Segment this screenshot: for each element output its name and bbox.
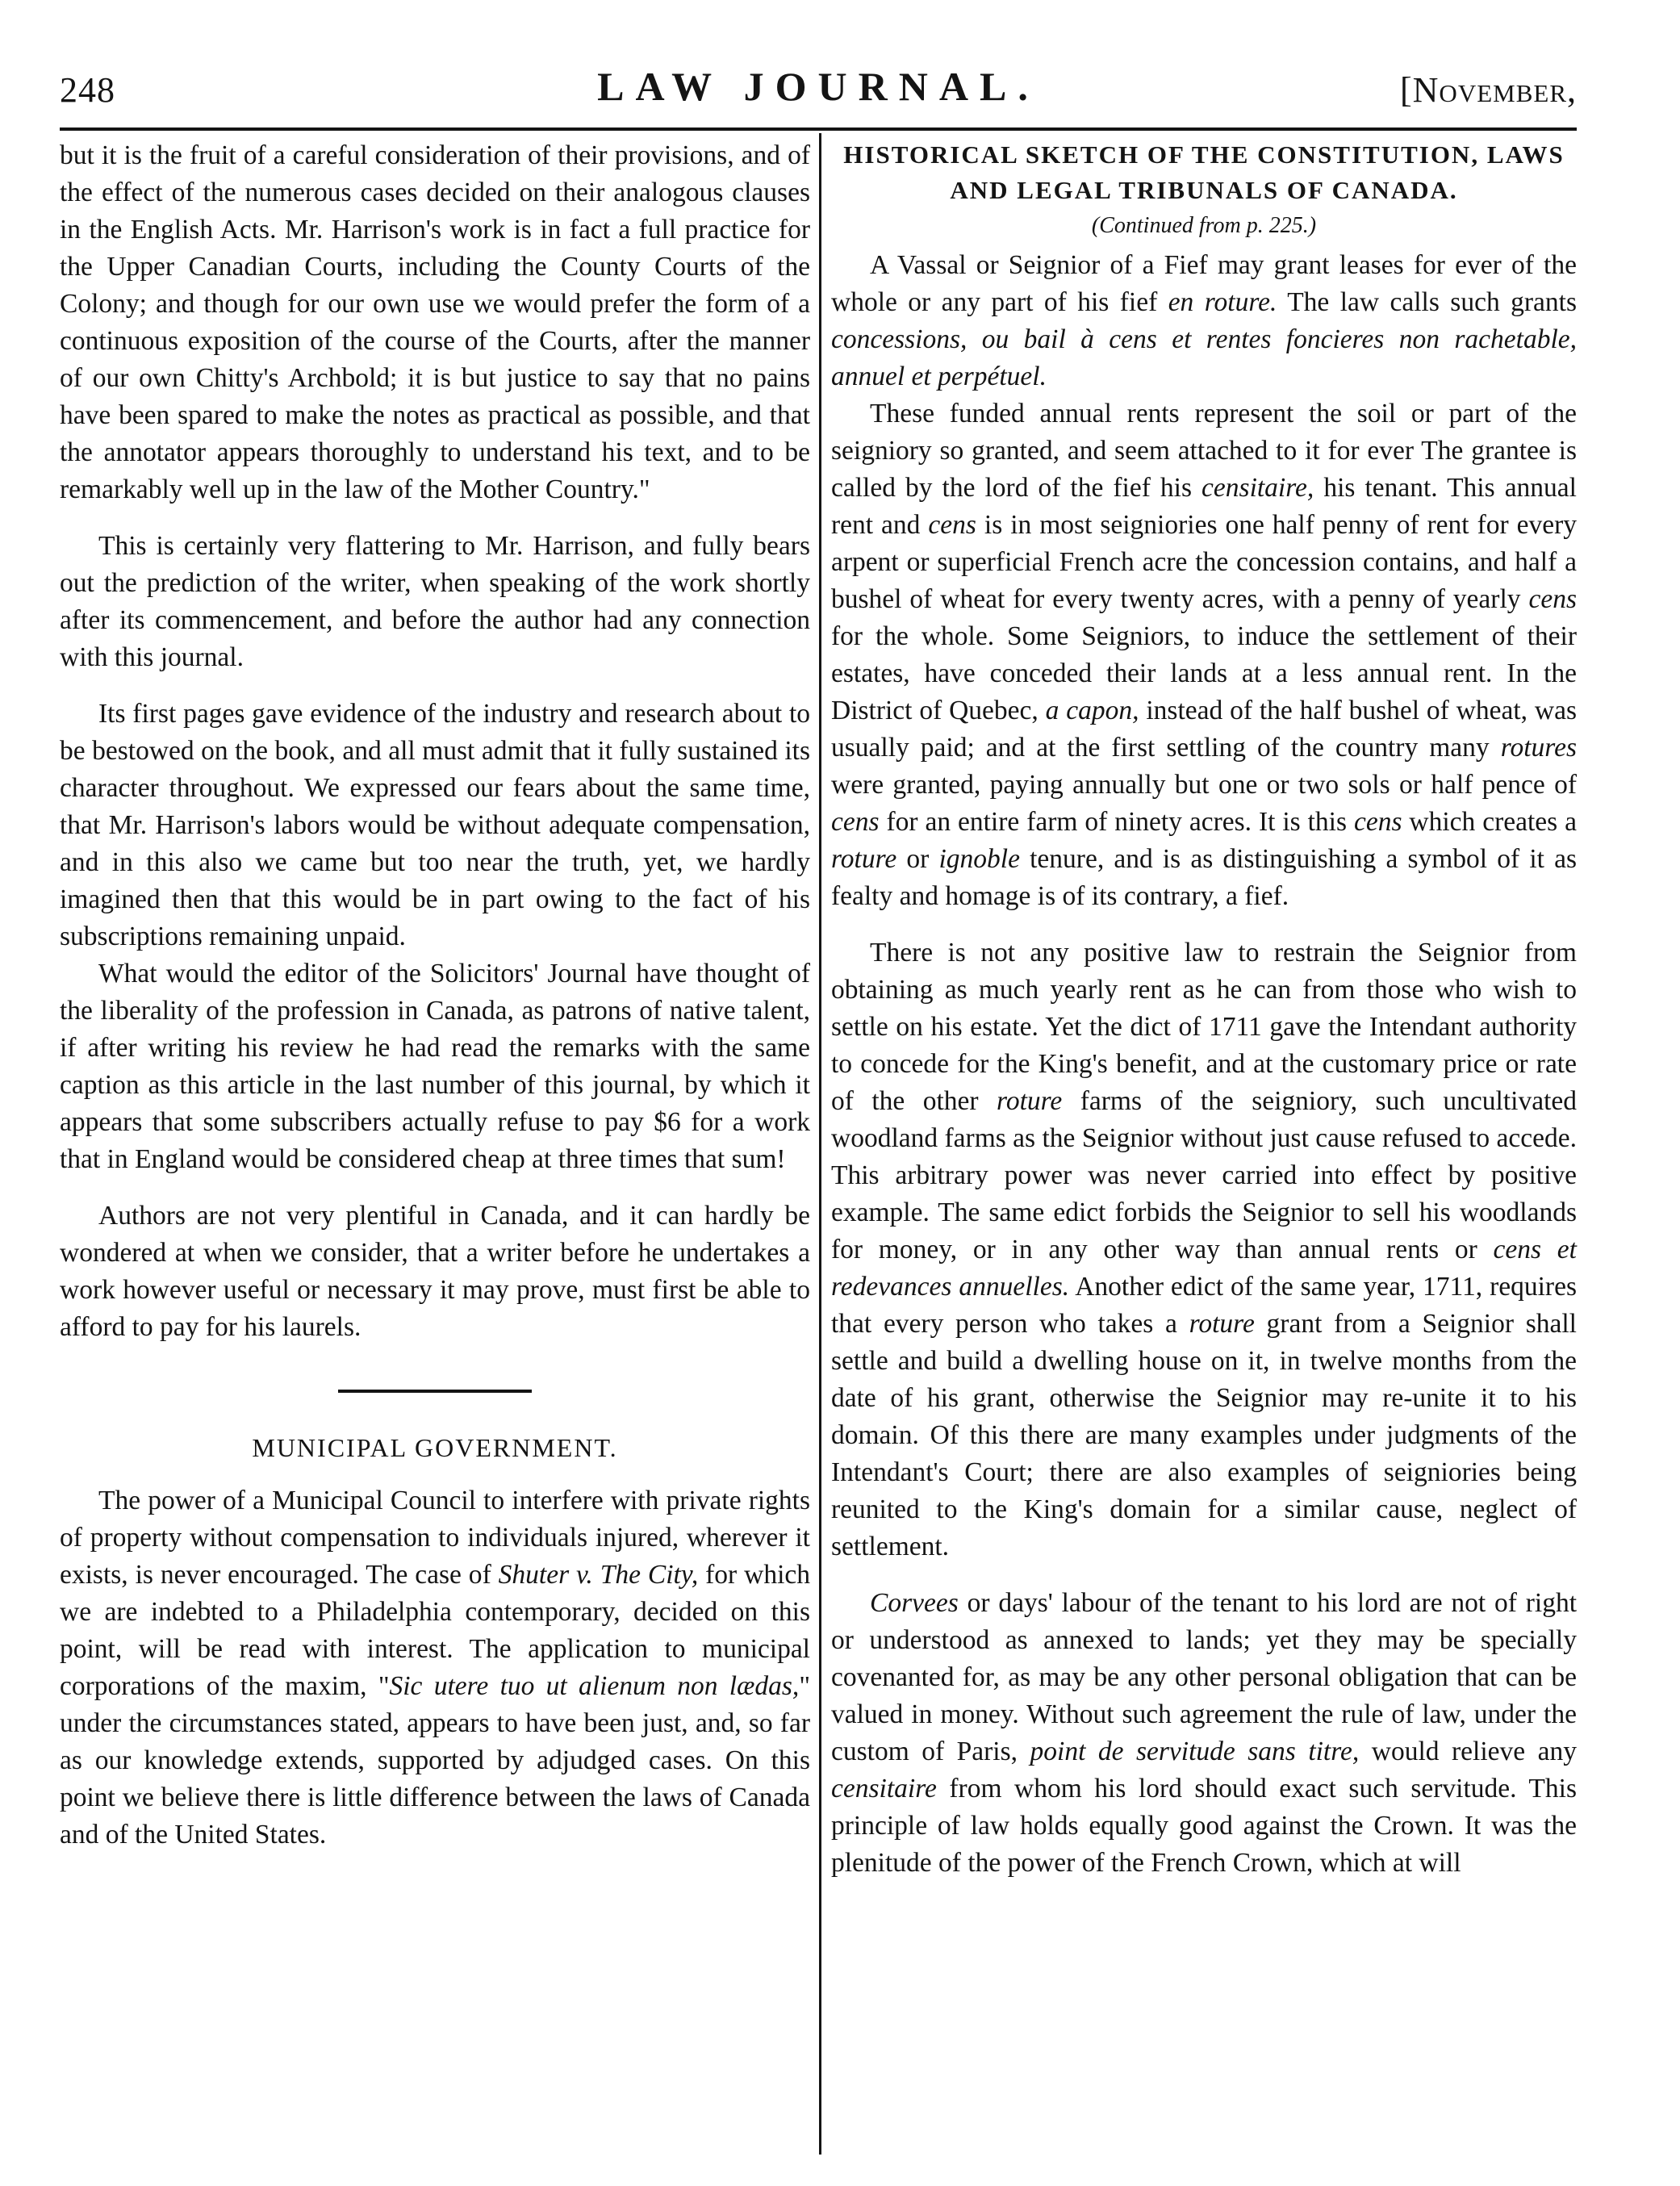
italic-term: point de servitude sans titre, bbox=[1030, 1737, 1360, 1766]
text-run: or days' labour of the tenant to his lord are not of right or understood as annexed to lands; yet they may be specially covenanted for, as may be any other personal obligation that can be valued in money. Without such agreement the rule of law, under the custom of Paris, bbox=[831, 1588, 1577, 1766]
paragraph bbox=[60, 1482, 810, 1854]
italic-term: censitaire bbox=[831, 1774, 937, 1804]
right-column bbox=[831, 137, 1577, 1882]
text-run: for the whole. Some Seigniors, to induce the settlement of their estates, have conceded their lands at a less annual rent. In the District of Quebec, bbox=[831, 621, 1577, 725]
left-column bbox=[60, 137, 810, 1854]
text-run: A Vassal or Seignior of a Fief may grant leases for ever of the whole or any part of his fief bbox=[831, 250, 1577, 317]
text-run: These funded annual rents represent the soil or part of the seigniory so granted, and seem attached to it for ever The grantee is called by the lord of the fief his bbox=[831, 399, 1577, 503]
issue-month: [November, bbox=[1400, 70, 1577, 110]
paragraph bbox=[831, 1585, 1577, 1882]
text-run: would relieve any bbox=[1359, 1737, 1577, 1766]
column-divider bbox=[819, 133, 821, 2155]
article-title: HISTORICAL SKETCH OF THE CONSTITUTION, LAWS AND LEGAL TRIBUNALS OF CANADA. bbox=[843, 140, 1565, 204]
text-run: " under the circumstances stated, appears to have been just, and, so far as our knowledge extends, supported by adjudged cases. On this point we believe there is little difference between the laws of Canada and of the United States. bbox=[60, 1671, 810, 1850]
text-run: tenure, and is as distinguishing a symbol of it as fealty and homage is of its contrary, a fief. bbox=[831, 844, 1577, 911]
continued-note: (Continued from p. 225.) bbox=[1091, 213, 1317, 238]
italic-term: censitaire, bbox=[1201, 473, 1314, 503]
paragraph: What would the editor of the Solicitors' Journal have thought of the liberality of the profession in Canada, as patrons of native talent, if after writing his review he had read the remarks with the same caption as this article in the last number of this journal, by which it appears that some subscribers actually refuse to pay $6 for a work that in England would be considered cheap at three times that sum! bbox=[60, 959, 810, 1174]
paragraph bbox=[831, 395, 1577, 915]
paragraph: but it is the fruit of a careful consideration of their provisions, and of the effect of the numerous cases decided on their analogous clauses in the English Acts. Mr. Harrison's work is in fact a full practice for the Upper Canadian Courts, including the County Courts of the Colony; and though for our own use we would prefer the form of a continuous exposition of the course of the Courts, after the manner of our own Chitty's Archbold; it is but justice to say that no pains have been spared to make the notes as practical as possible, and that the annotator appears thoroughly to understand his text, and to be remarkably well up in the law of the Mother Country." bbox=[60, 140, 810, 504]
paragraph bbox=[831, 934, 1577, 1565]
text-run: instead of the half bushel of wheat, was usually paid; and at the first settling of the country many bbox=[831, 696, 1577, 763]
italic-term: cens bbox=[1528, 584, 1577, 614]
text-run: The power of a Municipal Council to interfere with private rights of property without compensation to individuals injured, wherever it exists, is never encouraged. The case of bbox=[60, 1486, 810, 1590]
text-run: Another edict of the same year, 1711, requires that every person who takes a bbox=[831, 1272, 1577, 1339]
text-run: which creates a bbox=[1402, 807, 1578, 837]
italic-term: roture bbox=[1189, 1309, 1255, 1339]
journal-title: LAW JOURNAL. bbox=[597, 64, 1039, 109]
text-run: for which we are indebted to a Philadelphia contemporary, decided on this point, will be read with interest. The application to municipal corporations of the maxim, " bbox=[60, 1560, 811, 1701]
italic-term: cens bbox=[831, 807, 880, 837]
case-name: Shuter v. The City, bbox=[498, 1560, 699, 1590]
text-run: There is not any positive law to restrain the Seignior from obtaining as much yearly rent as he can from those who wish to settle on his estate. Yet the dict of 1711 gave the Intendant authority to concede for the King's benefit, and at the customary price or rate of the other bbox=[831, 938, 1577, 1116]
text-run: or bbox=[896, 844, 939, 874]
text-run: were granted, paying annually but one or two sols or half pence of bbox=[831, 770, 1577, 800]
section-heading: MUNICIPAL GOVERNMENT. bbox=[252, 1433, 618, 1462]
text-run: is in most seigniories one half penny of rent for every arpent or superficial French acre the concession contains, and half a bushel of wheat for every twenty acres, with a penny of yearly bbox=[831, 510, 1577, 614]
italic-term: en roture. bbox=[1168, 287, 1277, 317]
text-run: The law calls such grants bbox=[1277, 287, 1578, 317]
text-run: from whom his lord should exact such servitude. This principle of law holds equally good against the Crown. It was the plenitude of the power of the French Crown, which at will bbox=[831, 1774, 1577, 1878]
text-run: for an entire farm of ninety acres. It is this bbox=[879, 807, 1354, 837]
italic-term: rotures bbox=[1500, 733, 1577, 763]
section-divider bbox=[338, 1390, 532, 1393]
paragraph: Authors are not very plentiful in Canada, and it can hardly be wondered at when we consider, that a writer before he undertakes a work however useful or necessary it may prove, must first be able to afford to pay for his laurels. bbox=[60, 1201, 810, 1342]
text-run: grant from a Seignior shall settle and build a dwelling house on it, in twelve months from the date of his grant, otherwise the Seignior may re-unite it to his domain. Of this there are many examples under judgments of the Intendant's Court; there are also examples of seigniories being reunited to the King's domain for a similar cause, neglect of settlement. bbox=[831, 1309, 1577, 1561]
italic-term: concessions, ou bail à cens et rentes foncieres non rachetable, annuel et perpétuel. bbox=[831, 324, 1577, 391]
text-run: farms of the seigniory, such uncultivated woodland farms as the Seignior without just cause refused to accede. This arbitrary power was never carried into effect by positive example. The same edict forbids the Seignior to sell his woodlands for money, or in any other way than annual rents or bbox=[831, 1086, 1577, 1264]
latin-maxim: Sic utere tuo ut alienum non lædas, bbox=[389, 1671, 800, 1701]
italic-term: roture bbox=[997, 1086, 1063, 1116]
italic-term: cens bbox=[928, 510, 976, 540]
running-head bbox=[60, 63, 1577, 119]
italic-term: roture bbox=[831, 844, 897, 874]
header-rule bbox=[60, 127, 1577, 131]
paragraph: This is certainly very flattering to Mr. Harrison, and fully bears out the prediction of the writer, when speaking of the work shortly after its commencement, and before the author had any connection with this journal. bbox=[60, 531, 810, 672]
italic-term: cens et redevances annuelles. bbox=[831, 1235, 1577, 1302]
paragraph: Its first pages gave evidence of the industry and research about to be bestowed on the book, and all must admit that it fully sustained its character throughout. We expressed our fears about the same time, that Mr. Harrison's labors would be without adequate compensation, and in this also we came but too near the truth, yet, we hardly imagined then that this would be in part owing to the fact of his subscriptions remaining unpaid. bbox=[60, 699, 810, 951]
page-number: 248 bbox=[60, 70, 115, 110]
italic-term: cens bbox=[1353, 807, 1402, 837]
text-run: his tenant. This annual rent and bbox=[831, 473, 1577, 540]
italic-term: Corvees bbox=[870, 1588, 959, 1618]
italic-term: a capon, bbox=[1045, 696, 1139, 725]
paragraph bbox=[831, 247, 1577, 395]
italic-term: ignoble bbox=[938, 844, 1020, 874]
